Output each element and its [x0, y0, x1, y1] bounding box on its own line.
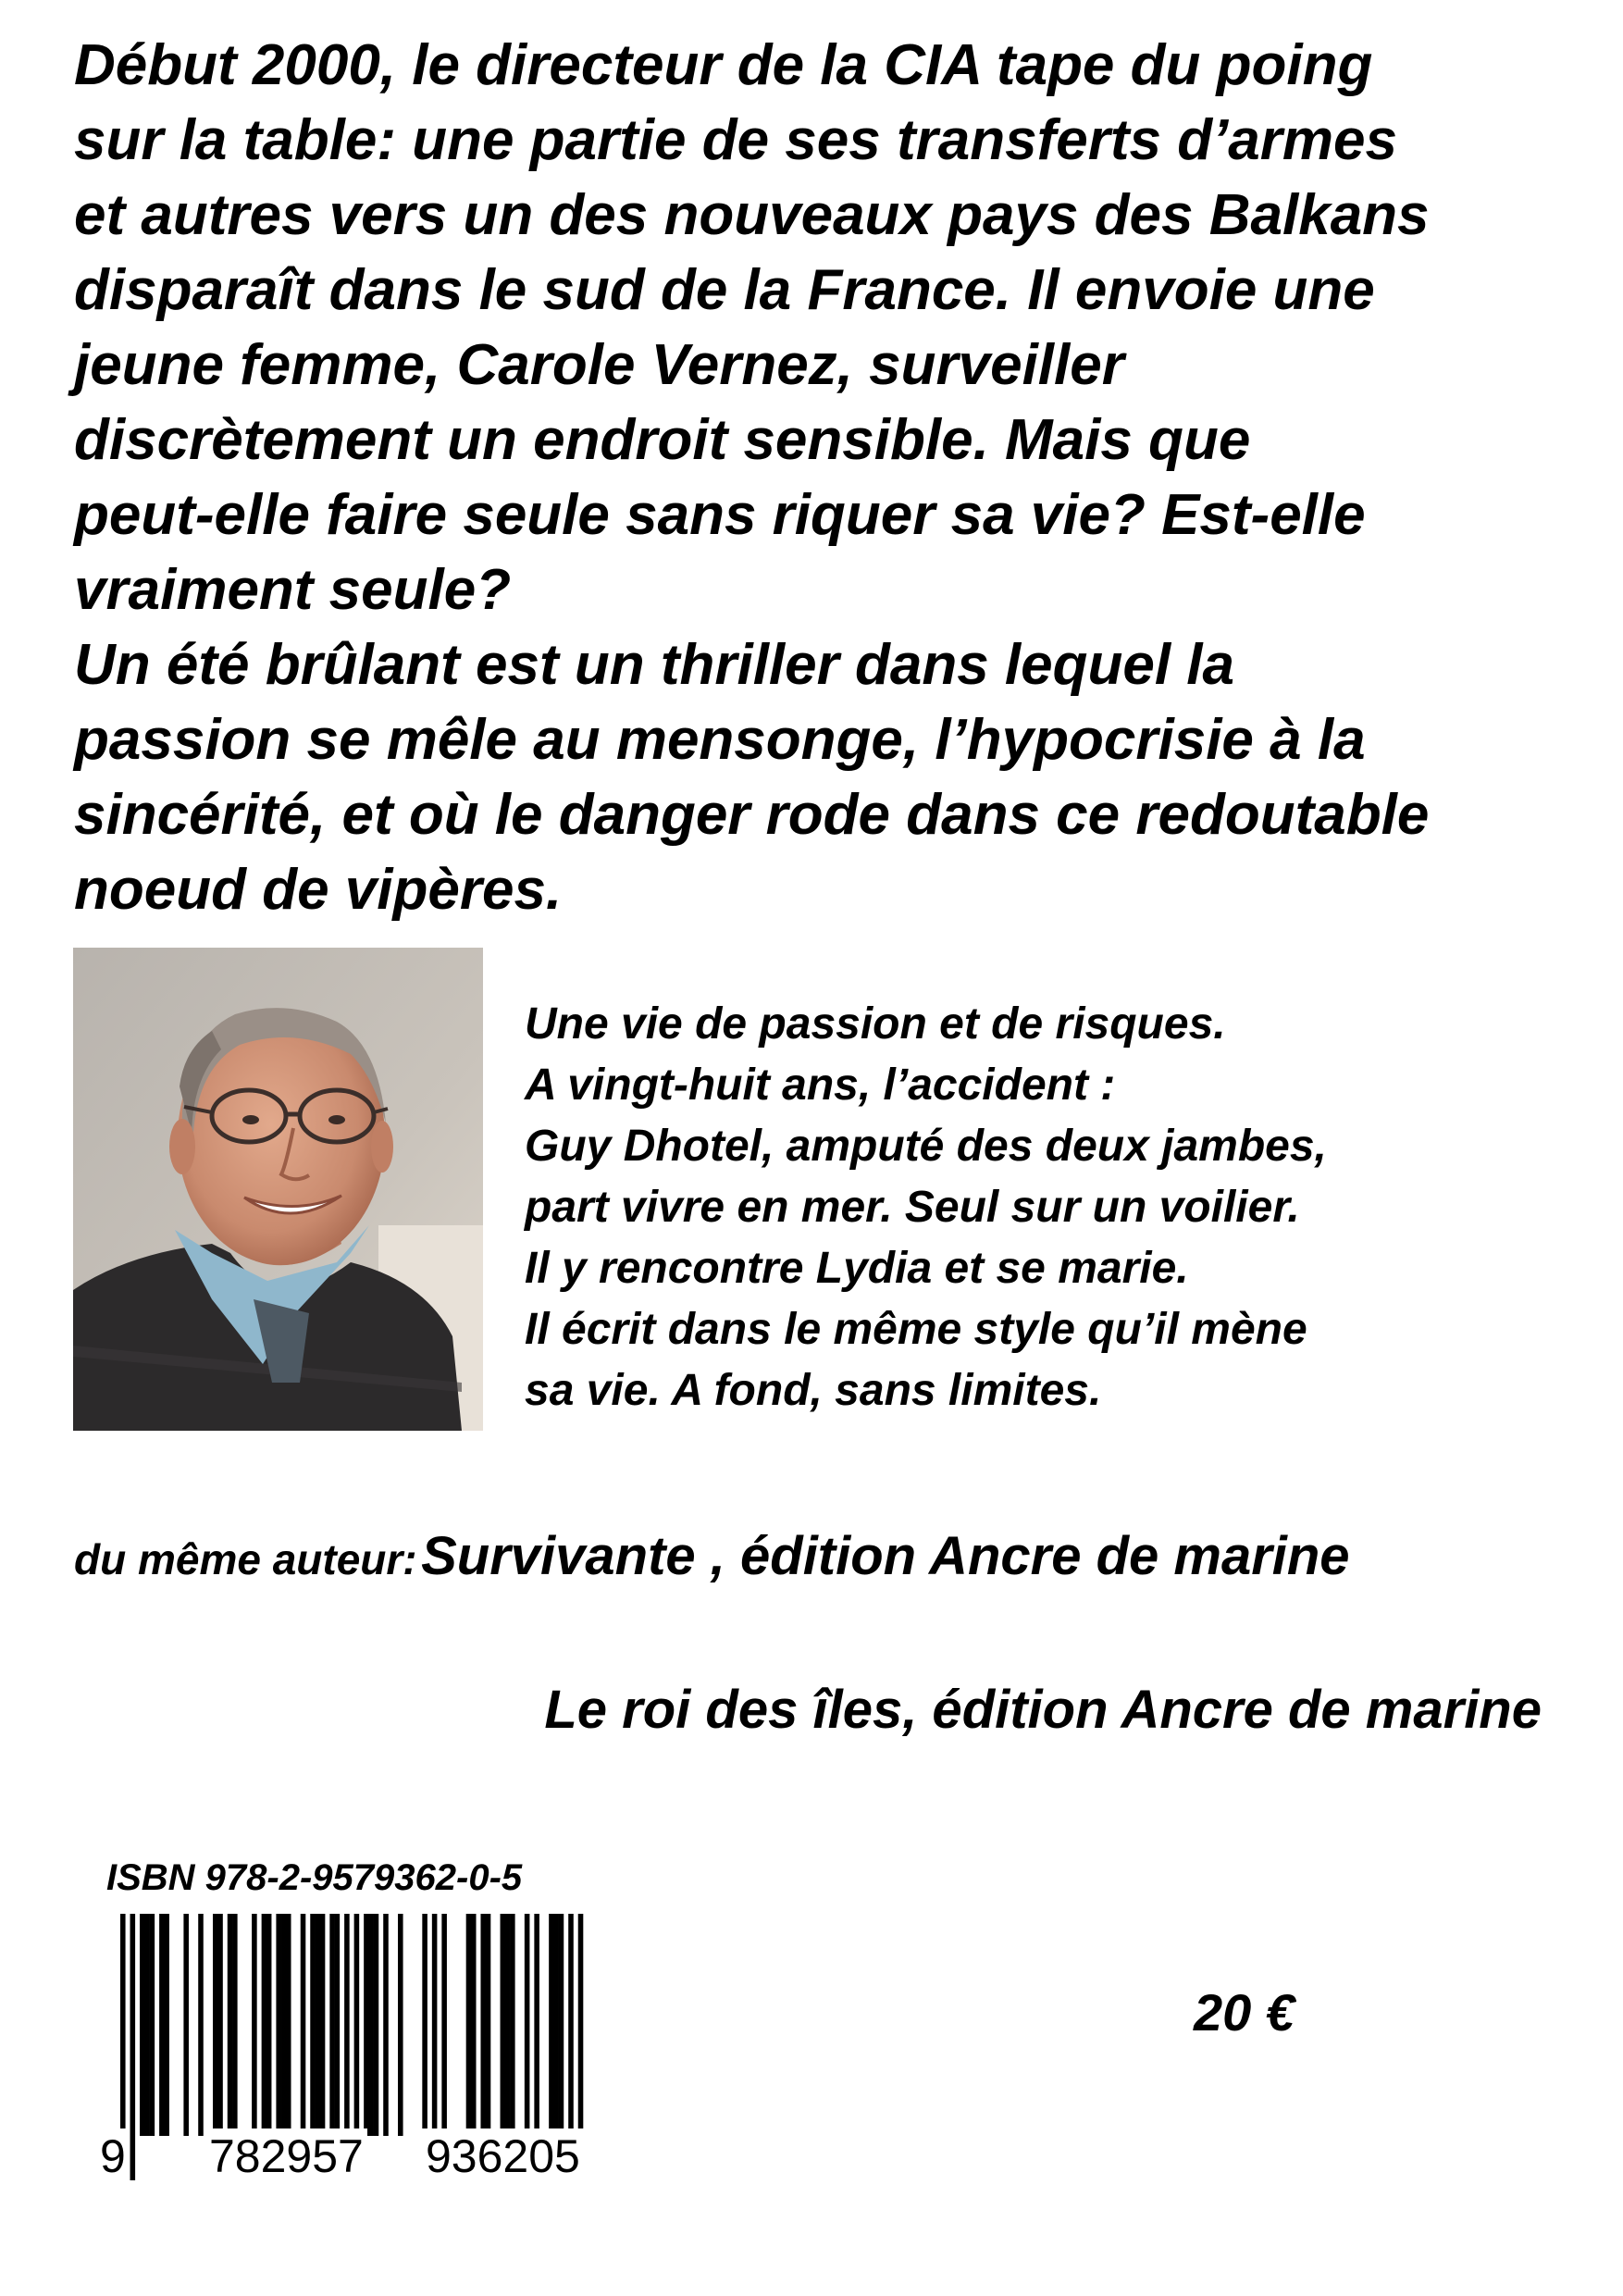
- barcode-bar: [316, 1914, 321, 2136]
- barcode-digit-first: 9: [96, 2128, 130, 2184]
- synopsis-line: peut-elle faire seule sans riquer sa vie? Est-elle: [74, 483, 1366, 547]
- barcode-bar: [320, 1914, 326, 2136]
- other-work-title: Le roi des îles, édition Ancre de marine: [544, 1680, 1542, 1740]
- barcode-bar: [471, 1914, 477, 2136]
- other-work-title: Survivante , édition Ancre de marine: [421, 1526, 1350, 1586]
- barcode-bar: [232, 1914, 238, 2136]
- barcode-digits-right: 936205: [422, 2128, 584, 2184]
- synopsis-text: [74, 28, 1573, 927]
- barcode-bar: [198, 1914, 204, 2136]
- synopsis-line: et autres vers un des nouveaux pays des Balkans: [74, 183, 1430, 247]
- barcode-bar: [276, 1914, 281, 2136]
- barcode-bar: [559, 1914, 564, 2136]
- synopsis-line: jeune femme, Carole Vernez, surveiller: [74, 333, 1124, 397]
- barcode-bar: [525, 1914, 530, 2136]
- synopsis-line: discrètement un endroit sensible. Mais que: [74, 408, 1251, 472]
- barcode-bar: [310, 1914, 316, 2136]
- barcode-bar: [159, 1914, 165, 2136]
- synopsis-line: noeud de vipères.: [74, 858, 563, 922]
- barcode-bar: [266, 1914, 272, 2136]
- bio-line: sa vie. A fond, sans limites.: [525, 1366, 1102, 1415]
- barcode-bar: [329, 1914, 335, 2136]
- barcode-bar: [505, 1914, 511, 2136]
- barcode-bar: [150, 1914, 155, 2136]
- barcode-bar: [301, 1914, 306, 2136]
- synopsis-line: sincérité, et où le danger rode dans ce redoutable: [74, 783, 1430, 847]
- barcode-bar: [217, 1914, 223, 2136]
- barcode-bar: [549, 1914, 554, 2136]
- synopsis-line: Un été brûlant est un thriller dans lequel la: [74, 633, 1235, 697]
- barcode-bar: [374, 1914, 379, 2136]
- bio-line: Guy Dhotel, amputé des deux jambes,: [525, 1122, 1327, 1171]
- barcode-bar: [398, 1914, 403, 2136]
- barcode-bar: [466, 1914, 472, 2136]
- synopsis-line: sur la table: une partie de ses transferts d’armes: [74, 108, 1397, 172]
- synopsis-line: Début 2000, le directeur de la CIA tape du poing: [74, 33, 1373, 97]
- other-works-lead: du même auteur:: [74, 1535, 417, 1583]
- barcode-bar: [501, 1914, 506, 2136]
- bio-line: Il écrit dans le même style qu’il mène: [525, 1305, 1307, 1354]
- barcode-bar: [164, 1914, 169, 2136]
- barcode-bar: [140, 1914, 145, 2136]
- barcode-bar: [144, 1914, 150, 2136]
- barcode-bar: [262, 1914, 267, 2136]
- barcode-bar: [422, 1914, 427, 2136]
- synopsis-line: disparaît dans le sud de la France. Il envoie une: [74, 258, 1375, 322]
- price: 20 €: [1194, 1983, 1295, 2042]
- barcode-bar: [383, 1914, 389, 2136]
- barcode-bar: [213, 1914, 218, 2136]
- author-bio: [525, 994, 1542, 1421]
- author-photo: [73, 948, 483, 1431]
- barcode-bar: [252, 1914, 257, 2136]
- barcode-bar: [286, 1914, 291, 2136]
- isbn-label: ISBN 978-2-9579362-0-5: [106, 1857, 523, 1898]
- barcode-bar: [486, 1914, 491, 2136]
- other-works-line: [74, 1525, 1350, 1587]
- author-portrait-image: [73, 948, 483, 1431]
- barcode-bar: [364, 1914, 369, 2136]
- barcode-bar: [368, 1914, 374, 2136]
- barcode-bar: [441, 1914, 447, 2136]
- barcode-digits-left: 782957: [205, 2128, 367, 2184]
- synopsis-line: passion se mêle au mensonge, l’hypocrisie à la: [74, 708, 1366, 772]
- barcode-bar: [480, 1914, 486, 2136]
- barcode-bar: [432, 1914, 438, 2136]
- bio-line: Une vie de passion et de risques.: [525, 999, 1226, 1049]
- barcode-bar: [228, 1914, 233, 2136]
- barcode-bar: [534, 1914, 539, 2136]
- bio-line: part vivre en mer. Seul sur un voilier.: [525, 1183, 1300, 1232]
- barcode-bar: [335, 1914, 341, 2136]
- barcode-bar: [510, 1914, 515, 2136]
- bio-line: Il y rencontre Lydia et se marie.: [525, 1244, 1189, 1293]
- barcode-bar: [553, 1914, 559, 2136]
- barcode-digits: [93, 2128, 592, 2184]
- bio-line: A vingt-huit ans, l’accident :: [525, 1061, 1116, 1110]
- synopsis-line: vraiment seule?: [74, 558, 512, 622]
- barcode-bar: [281, 1914, 287, 2136]
- barcode-bar: [183, 1914, 189, 2136]
